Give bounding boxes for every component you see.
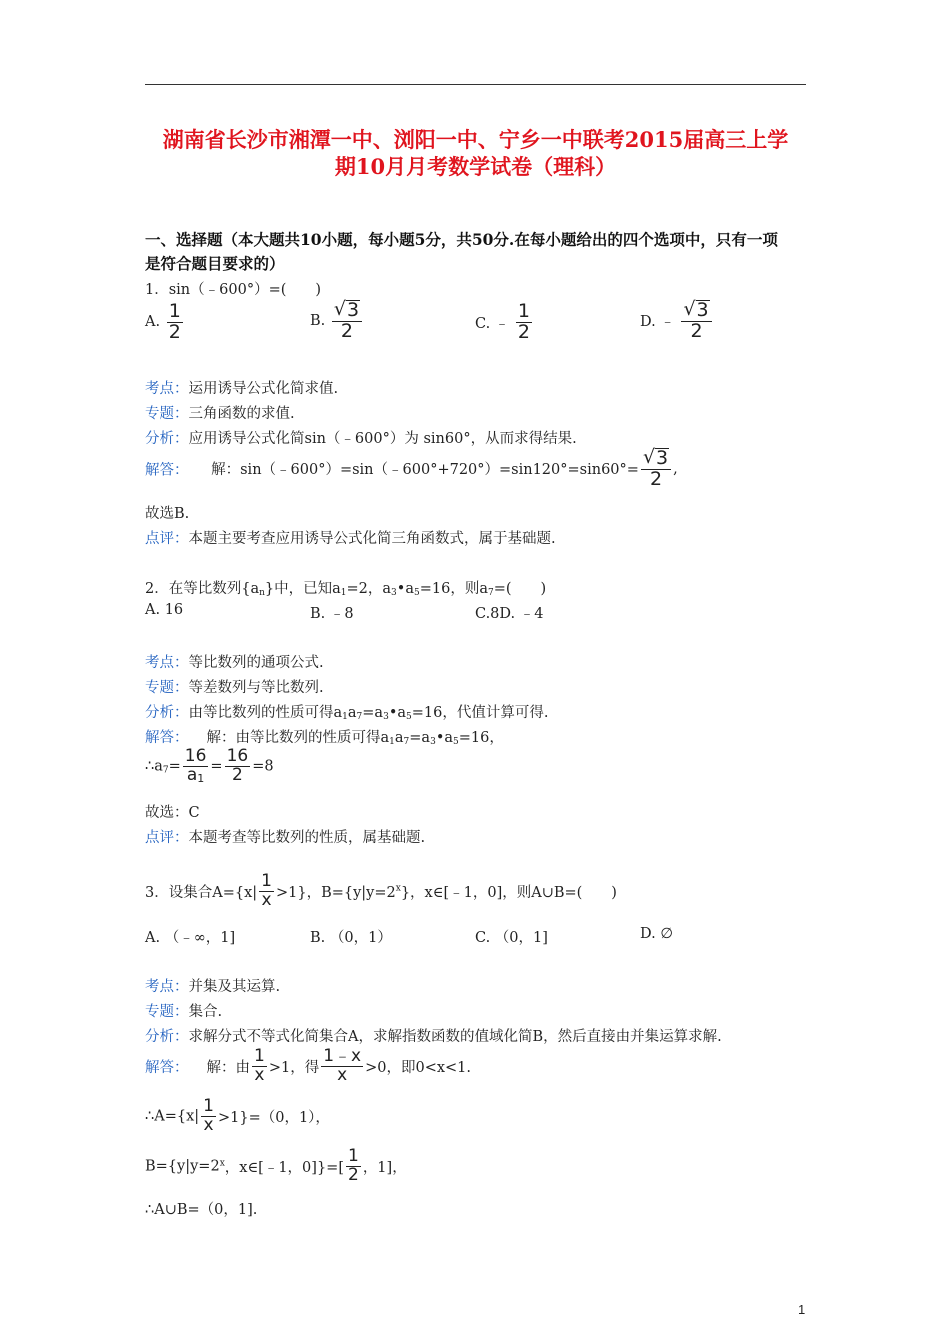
q3-set-a <box>145 1098 330 1135</box>
text: ∴a <box>145 758 163 775</box>
q1-option-b <box>310 300 364 342</box>
q1-conclusion: 故选B. <box>145 506 190 522</box>
subscript: 5 <box>406 712 412 722</box>
sqrt-symbol <box>683 300 709 321</box>
fraction <box>201 1098 216 1135</box>
content: 解：由等比数列的性质可得a <box>206 730 390 746</box>
text: ，1]， <box>362 1159 407 1176</box>
content: 等差数列与等比数列. <box>188 680 324 696</box>
fraction <box>183 748 209 785</box>
label: 分析： <box>145 705 189 721</box>
content: 集合. <box>188 1004 223 1020</box>
fraction <box>259 873 274 910</box>
q2-zhuanti <box>145 676 324 697</box>
numerator: 1 <box>168 300 181 322</box>
q2-option-b: B. ﹣8 <box>310 606 354 622</box>
q1-stem: 1．sin（﹣600°）=( ) <box>145 282 322 298</box>
q3-option-b: B. （0，1） <box>310 930 392 946</box>
q2-option-cd: C.8D. ﹣4 <box>475 606 544 622</box>
numerator: 16 <box>184 746 207 766</box>
denominator: 2 <box>649 467 663 490</box>
content: 解：sin（﹣600°）=sin（﹣600°+720°）=sin120°=sin60°= <box>211 462 639 479</box>
denominator: x <box>261 889 272 910</box>
q2-option-a: A. 16 <box>145 602 184 618</box>
label: 专题： <box>145 1004 189 1020</box>
q1-option-d <box>640 300 714 342</box>
label: 点评： <box>145 830 189 846</box>
label: 点评： <box>145 531 189 547</box>
numerator: 1 <box>254 1046 265 1066</box>
q2-stem <box>145 577 546 598</box>
numerator: 1 <box>517 300 530 322</box>
subscript: 7 <box>356 712 363 722</box>
q3-option-c: C. （0，1] <box>475 930 548 946</box>
radicand: 3 <box>696 299 709 321</box>
fraction <box>225 748 251 785</box>
q2-kaodian <box>145 651 324 672</box>
content: =16， <box>458 730 504 746</box>
text: ，x∈[﹣1，0]}=[ <box>224 1159 344 1176</box>
text: =16，则a <box>419 581 488 597</box>
content: 三角函数的求值. <box>188 406 295 422</box>
denominator: 2 <box>231 764 243 785</box>
subscript: n <box>259 588 265 598</box>
q1-jieda <box>145 448 678 490</box>
q3-jieda <box>145 1048 471 1085</box>
label: 考点： <box>145 655 189 671</box>
label: 考点： <box>145 381 189 397</box>
subscript: 1 <box>389 737 395 747</box>
q1-option-c <box>475 302 534 343</box>
text: •a <box>396 581 414 597</box>
denominator: x <box>203 1114 214 1135</box>
subscript: 7 <box>487 588 494 598</box>
q2-fenxi: 分析：由等比数列的性质可得$a_1a_7=a_3•a_5=16$，代值计算可得. <box>145 705 549 722</box>
q3-fenxi <box>145 1025 722 1046</box>
content: 解：由 <box>206 1059 250 1076</box>
subscript: 1 <box>197 771 205 785</box>
text: =8 <box>252 758 274 775</box>
subscript: 5 <box>453 737 459 747</box>
content: 由等比数列的性质可得a <box>188 705 343 721</box>
label: 专题： <box>145 406 189 422</box>
content: >0，即0<x<1. <box>365 1059 472 1076</box>
fraction <box>332 300 362 342</box>
q3-kaodian <box>145 975 280 996</box>
denominator: x <box>337 1064 348 1085</box>
subscript: 5 <box>413 588 420 598</box>
header-rule <box>145 84 806 85</box>
label: 分析： <box>145 431 189 447</box>
denominator: x <box>254 1064 265 1085</box>
q3-stem <box>145 873 617 910</box>
comma: , <box>673 460 678 477</box>
superscript: x <box>219 1158 225 1169</box>
option-letter: A. <box>145 314 161 331</box>
q1-zhuanti <box>145 402 295 423</box>
q3-set-b <box>145 1148 407 1185</box>
content: 等比数列的通项公式. <box>188 655 324 671</box>
denominator: 2 <box>340 319 354 342</box>
title-line-1: 湖南省长沙市湘潭一中、浏阳一中、宁乡一中联考2015届高三上学 <box>162 127 789 152</box>
option-letter: C. ﹣ <box>475 315 510 332</box>
denominator: 2 <box>168 320 181 343</box>
text: =( ) <box>493 581 547 597</box>
subscript: 7 <box>403 737 410 747</box>
fraction <box>167 302 183 343</box>
sqrt-symbol <box>643 448 669 469</box>
fraction <box>321 1048 363 1085</box>
text: = <box>210 758 223 775</box>
fraction <box>252 1048 267 1085</box>
sqrt-symbol <box>334 300 360 321</box>
fraction <box>641 448 671 490</box>
numerator <box>332 300 362 322</box>
denominator <box>185 764 206 785</box>
content: 本题考查等比数列的性质，属基础题. <box>188 830 426 846</box>
superscript: x <box>395 883 401 894</box>
option-letter: D. ﹣ <box>640 314 675 331</box>
q3-option-d: D. ∅ <box>640 926 673 942</box>
text: >1}=（0，1）， <box>217 1109 330 1126</box>
q2-conclusion: 故选：C <box>145 805 200 821</box>
content: 本题主要考查应用诱导公式化简三角函数式，属于基础题. <box>188 531 556 547</box>
numerator: 1 <box>203 1096 214 1116</box>
content: >1，得 <box>268 1059 320 1076</box>
text: }，x∈[﹣1，0]，则A∪B=( ) <box>400 884 617 901</box>
text: ∴A={x| <box>145 1108 200 1125</box>
numerator: 1﹣x <box>323 1046 362 1066</box>
label: 专题： <box>145 680 189 696</box>
text: >1}，B={y|y=2 <box>275 884 396 901</box>
radical-sign: √ <box>333 298 346 320</box>
numerator: 16 <box>226 746 249 766</box>
page-number: 1 <box>798 1302 806 1317</box>
label: 解答： <box>145 730 189 746</box>
q1-option-a <box>145 302 185 343</box>
fraction <box>681 300 711 342</box>
radical-sign: √ <box>683 298 696 320</box>
q3-option-a: A. （﹣∞，1] <box>145 930 236 946</box>
subscript: 7 <box>162 765 169 776</box>
q2-calculation <box>145 748 274 785</box>
content: 并集及其运算. <box>188 979 281 995</box>
fraction <box>516 302 532 343</box>
section-heading-line-1: 一、选择题（本大题共10小题，每小题5分，共50分.在每小题给出的四个选项中，只有一项 <box>145 230 778 249</box>
text: B={y|y=2 <box>145 1158 220 1175</box>
content: 求解分式不等式化简集合A，求解指数函数的值域化简B，然后直接由并集运算求解. <box>188 1029 722 1045</box>
q1-fenxi <box>145 427 577 448</box>
section-heading-line-2: 是符合题目要求的） <box>145 254 285 273</box>
label: 分析： <box>145 1029 189 1045</box>
numerator: 1 <box>261 871 272 891</box>
content: 应用诱导公式化简sin（﹣600°）为 sin60°，从而求得结果. <box>188 431 577 447</box>
q1-kaodian <box>145 377 338 398</box>
q3-union: ∴A∪B=（0，1]. <box>145 1202 258 1218</box>
variable: a <box>186 764 198 785</box>
content: =16，代值计算可得. <box>411 705 549 721</box>
subscript: 3 <box>391 588 397 598</box>
radical-sign: √ <box>642 446 656 468</box>
text: =2，a <box>346 581 392 597</box>
subscript: 3 <box>383 712 389 722</box>
q1-dianping <box>145 527 556 548</box>
denominator: 2 <box>517 320 530 343</box>
text: 3．设集合A={x| <box>145 884 258 901</box>
text: 2．在等比数列{a <box>145 581 260 597</box>
numerator <box>641 448 671 470</box>
numerator <box>681 300 711 322</box>
denominator: 2 <box>347 1164 359 1185</box>
title-line-2: 期10月月考数学试卷（理科） <box>334 154 617 179</box>
numerator: 1 <box>347 1146 359 1166</box>
radicand: 3 <box>656 447 669 469</box>
label: 解答： <box>145 1059 189 1076</box>
denominator: 2 <box>690 319 703 342</box>
text: = <box>168 758 181 775</box>
subscript: 1 <box>342 712 348 722</box>
q2-jieda: 解答： 解：由等比数列的性质可得$a_1a_7=a_3•a_5=16$， <box>145 730 504 747</box>
label: 考点： <box>145 979 189 995</box>
subscript: 3 <box>430 737 436 747</box>
label: 解答： <box>145 462 189 479</box>
content: 运用诱导公式化简求值. <box>188 381 339 397</box>
radicand: 3 <box>346 299 360 321</box>
fraction <box>346 1148 361 1185</box>
q3-zhuanti <box>145 1000 222 1021</box>
text: }中，已知a <box>264 581 341 597</box>
option-letter: B. <box>310 312 326 329</box>
q2-dianping <box>145 826 425 847</box>
subscript: 1 <box>340 588 347 598</box>
